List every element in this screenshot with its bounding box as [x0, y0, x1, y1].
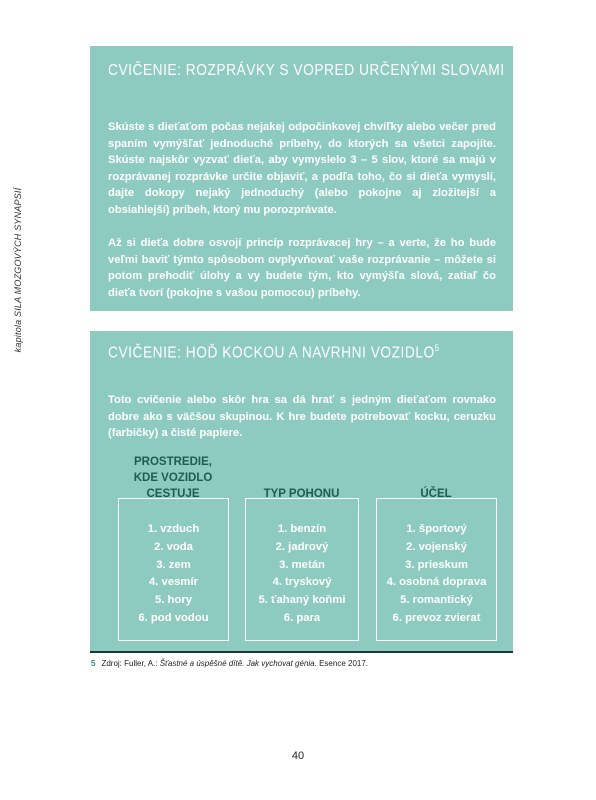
- page-number: 40: [291, 750, 305, 762]
- exercise-stories-box: [90, 46, 513, 311]
- list-item: 1. športový: [406, 523, 467, 535]
- footnote-text-suffix: Esence 2017.: [316, 659, 369, 668]
- list-item: 1. vzduch: [147, 523, 200, 535]
- column-propulsion: [245, 498, 359, 641]
- list-item: 6. pod vodou: [138, 611, 209, 624]
- footnote-divider: [90, 651, 513, 653]
- list-item: 2. jadrový: [275, 540, 329, 553]
- column-heading-environment-line-2: KDE VOZIDLO: [133, 472, 213, 484]
- list-item: 5. hory: [154, 594, 193, 607]
- exercise-vehicle-box: [90, 331, 513, 651]
- list-item: 2. voda: [154, 540, 193, 553]
- footnote-reference: 5: [434, 343, 440, 353]
- column-environment: [118, 498, 229, 641]
- list-item: 3. zem: [156, 558, 191, 571]
- purpose-list: [377, 521, 496, 628]
- list-item: 2. vojenský: [406, 540, 467, 553]
- column-heading-environment: [118, 454, 228, 502]
- exercise-vehicle-title-text: CVIČENIE: HOĎ KOCKOU A NAVRHNI VOZIDLO: [108, 344, 435, 362]
- footnote-book-title: Šťastné a úspěšné dítě. Jak vychovat génia.: [159, 659, 317, 668]
- chapter-side-label-text: kapitola SILA MOZGOVÝCH SYNAPSIÍ: [13, 187, 23, 353]
- list-item: 1. benzín: [277, 523, 327, 535]
- list-item: 4. tryskový: [272, 576, 332, 589]
- list-item: 4. osobná doprava: [386, 576, 487, 589]
- list-item: 4. vesmír: [149, 576, 198, 589]
- column-heading-propulsion: TYP POHONU: [263, 488, 340, 500]
- list-item: 5. ťahaný koňmi: [258, 594, 346, 607]
- list-item: 3. prieskum: [405, 558, 468, 571]
- exercise-stories-title: CVIČENIE: ROZPRÁVKY S VOPRED URČENÝMI SLOVAMI: [108, 62, 505, 79]
- list-item: 6. prevoz zvierat: [392, 611, 481, 624]
- column-purpose: [376, 498, 497, 641]
- footnote-text-prefix: Zdroj: Fuller, A.:: [101, 659, 160, 668]
- footnote: [91, 659, 368, 668]
- list-item: 3. metán: [279, 558, 325, 571]
- chapter-side-label: [8, 170, 28, 370]
- column-heading-purpose: ÚČEL: [420, 488, 452, 500]
- list-item: 5. romantický: [400, 594, 473, 607]
- exercise-vehicle-intro: Toto cvičenie alebo skôr hra sa dá hrať s jedným dieťaťom rovnako dobre ako s väčšou skupinou. K hre budete potrebovať kocku, ceruzku (farbičky) a čisté papiere.: [108, 394, 496, 440]
- exercise-vehicle-title: [108, 343, 440, 362]
- environment-list: [119, 521, 228, 628]
- list-item: 6. para: [283, 611, 321, 624]
- footnote-number: 5: [91, 659, 96, 668]
- exercise-stories-paragraph-2: Až si dieťa dobre osvojí princíp rozprávacej hry – a verte, že ho bude veľmi baviť týmto spôsobom ovplyvňovať vaše rozprávanie – môžete si potom prehodiť úlohy a vy budete tým, kto vymýšľa slová, zatiaľ čo dieťa tvorí (pokojne s vašou pomocou) príbehy.: [108, 237, 496, 299]
- propulsion-list: [246, 521, 358, 628]
- column-heading-environment-line-3: CESTUJE: [146, 488, 200, 500]
- column-heading-environment-line-1: PROSTREDIE,: [134, 456, 212, 468]
- exercise-stories-paragraph-1: Skúste s dieťaťom počas nejakej odpočinkovej chvíľky alebo večer pred spaním vymýšľať jednoduché príbehy, do ktorých sa všetci zapojíte. Skúste najskôr vyzvať dieťa, aby vymyslelo 3 – 5 slov, ktoré sa majú v rozprávanej rozprávke určite objaviť, a podľa toho, čo si dieťa vymyslí, dajte dokopy nejaký jednoduchý (alebo pokojne aj zložitejší a obsiahlejší) príbeh, ktorý mu porozprávate.: [108, 121, 496, 216]
